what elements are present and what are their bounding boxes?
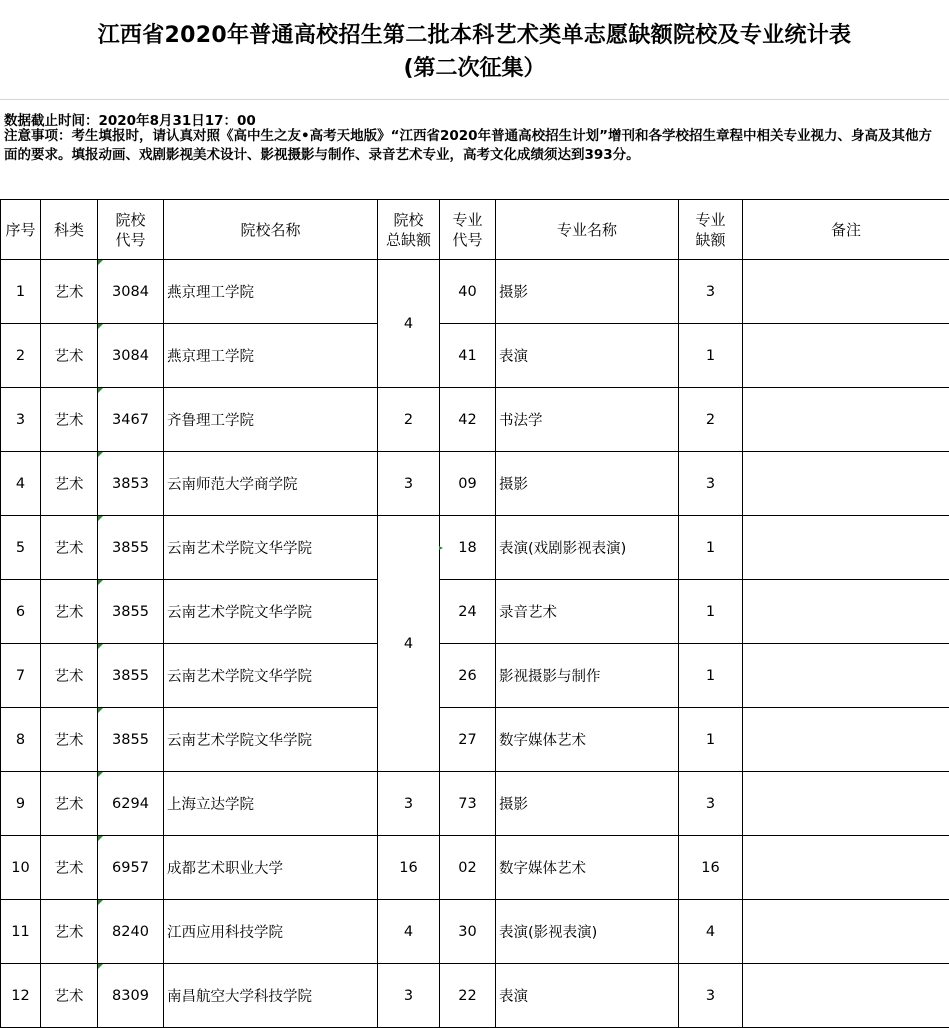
cell-seq: 8: [1, 708, 41, 772]
cell-category: 艺术: [41, 452, 98, 516]
cell-seq: 1: [1, 260, 41, 324]
cell-major-gap: 3: [679, 452, 743, 516]
cell-school-code: 3855: [98, 644, 164, 708]
header-major-code-line1: 专业: [452, 210, 483, 229]
header-school-code-line1: 院校: [115, 210, 146, 229]
cell-seq: 7: [1, 644, 41, 708]
table-row: [1, 964, 949, 1028]
cell-major-gap: 3: [679, 260, 743, 324]
cell-remarks: [743, 324, 949, 388]
cell-seq: 2: [1, 324, 41, 388]
table-row: [1, 900, 949, 964]
cell-major-code: 27: [440, 708, 496, 772]
cell-school-name: 云南艺术学院文华学院: [164, 580, 378, 644]
table-row: [1, 452, 949, 516]
cell-major-name: 书法学: [496, 388, 679, 452]
header-school-total: [378, 200, 440, 260]
cell-remarks: [743, 708, 949, 772]
data-deadline: 数据截止时间：2020年8月31日17：00: [4, 113, 256, 129]
cell-seq: 4: [1, 452, 41, 516]
page-subtitle: (第二次征集）: [403, 56, 546, 81]
cell-school-total: 4: [378, 260, 440, 388]
cell-school-name: 上海立达学院: [164, 772, 378, 836]
cell-seq: 9: [1, 772, 41, 836]
header-major-code: [440, 200, 496, 260]
cell-major-gap: 1: [679, 580, 743, 644]
cell-seq: 11: [1, 900, 41, 964]
cell-category: 艺术: [41, 772, 98, 836]
vacancy-table: [0, 199, 949, 1028]
cell-major-name: 影视摄影与制作: [496, 644, 679, 708]
cell-school-code: 3853: [98, 452, 164, 516]
cell-major-name: 摄影: [496, 772, 679, 836]
header-major-gap-line1: 专业: [695, 210, 726, 229]
cell-remarks: [743, 452, 949, 516]
cell-school-code: 3084: [98, 260, 164, 324]
cell-school-total: 2: [378, 388, 440, 452]
table-row: [1, 580, 949, 644]
cell-major-gap: 16: [679, 836, 743, 900]
cell-remarks: [743, 388, 949, 452]
cell-category: 艺术: [41, 900, 98, 964]
cell-school-total: 16: [378, 836, 440, 900]
cell-school-code: 3084: [98, 324, 164, 388]
header-major-name: 专业名称: [496, 200, 679, 260]
cell-school-name: 燕京理工学院: [164, 260, 378, 324]
cell-category: 艺术: [41, 516, 98, 580]
table-header-row: [1, 200, 949, 260]
cell-major-gap: 1: [679, 516, 743, 580]
cell-school-total: 4: [378, 516, 440, 772]
header-major-gap: [679, 200, 743, 260]
cell-major-name: 表演: [496, 324, 679, 388]
cell-school-code: 8309: [98, 964, 164, 1028]
cell-major-name: 表演(影视表演): [496, 900, 679, 964]
cell-major-code: 22: [440, 964, 496, 1028]
cell-seq: 3: [1, 388, 41, 452]
cell-major-code: 18: [440, 516, 496, 580]
header-school-name: 院校名称: [164, 200, 378, 260]
cell-school-name: 燕京理工学院: [164, 324, 378, 388]
cell-seq: 5: [1, 516, 41, 580]
notice-text: 注意事项：考生填报时，请认真对照《高中生之友•高考天地版》“江西省2020年普通高校招生计划”增刊和各学校招生章程中相关专业视力、身高及其他方面的要求。填报动画、戏剧影视美术设计、影视摄影与制作、录音艺术专业，高考文化成绩须达到393分。: [4, 128, 932, 163]
cell-major-name: 摄影: [496, 260, 679, 324]
cell-category: 艺术: [41, 708, 98, 772]
table-row: [1, 708, 949, 772]
header-school-total-line1: 院校: [393, 210, 424, 229]
cell-major-name: 表演(戏剧影视表演): [496, 516, 679, 580]
cell-category: 艺术: [41, 324, 98, 388]
cell-major-name: 录音艺术: [496, 580, 679, 644]
cell-major-code: 30: [440, 900, 496, 964]
cell-category: 艺术: [41, 836, 98, 900]
cell-remarks: [743, 644, 949, 708]
cell-major-name: 表演: [496, 964, 679, 1028]
cell-category: 艺术: [41, 964, 98, 1028]
cell-major-code: 26: [440, 644, 496, 708]
cell-major-name: 数字媒体艺术: [496, 836, 679, 900]
cell-major-code: 02: [440, 836, 496, 900]
table-row: [1, 644, 949, 708]
cell-category: 艺术: [41, 388, 98, 452]
cell-major-gap: 3: [679, 772, 743, 836]
header-major-code-line2: 代号: [452, 230, 483, 249]
cell-school-total: 3: [378, 772, 440, 836]
cell-school-name: 云南师范大学商学院: [164, 452, 378, 516]
cell-major-gap: 1: [679, 324, 743, 388]
cell-seq: 12: [1, 964, 41, 1028]
cell-school-code: 6294: [98, 772, 164, 836]
cell-major-gap: 4: [679, 900, 743, 964]
cell-school-name: 云南艺术学院文华学院: [164, 644, 378, 708]
table-row: [1, 516, 949, 580]
table-row: [1, 388, 949, 452]
cell-school-name: 云南艺术学院文华学院: [164, 708, 378, 772]
cell-remarks: [743, 964, 949, 1028]
cell-major-code: 42: [440, 388, 496, 452]
cell-seq: 10: [1, 836, 41, 900]
page-title: 江西省2020年普通高校招生第二批本科艺术类单志愿缺额院校及专业统计表: [97, 23, 852, 48]
cell-major-gap: 2: [679, 388, 743, 452]
header-school-total-line2: 总缺额: [385, 230, 431, 249]
cell-category: 艺术: [41, 580, 98, 644]
cell-school-code: 3467: [98, 388, 164, 452]
cell-remarks: [743, 772, 949, 836]
cell-major-gap: 3: [679, 964, 743, 1028]
cell-remarks: [743, 836, 949, 900]
cell-school-name: 齐鲁理工学院: [164, 388, 378, 452]
cell-major-gap: 1: [679, 708, 743, 772]
header-school-code-line2: 代号: [115, 230, 146, 249]
cell-major-code: 41: [440, 324, 496, 388]
cell-school-total: 4: [378, 900, 440, 964]
table-row: [1, 260, 949, 324]
cell-school-total: 3: [378, 452, 440, 516]
cell-school-name: 成都艺术职业大学: [164, 836, 378, 900]
cell-remarks: [743, 260, 949, 324]
cell-remarks: [743, 900, 949, 964]
header-school-code: [98, 200, 164, 260]
cell-major-name: 摄影: [496, 452, 679, 516]
cell-remarks: [743, 580, 949, 644]
cell-category: 艺术: [41, 644, 98, 708]
cell-major-code: 24: [440, 580, 496, 644]
cell-major-code: 73: [440, 772, 496, 836]
header-category: 科类: [41, 200, 98, 260]
cell-major-code: 09: [440, 452, 496, 516]
title-block: [0, 0, 949, 100]
header-major-gap-line2: 缺额: [695, 230, 726, 249]
cell-school-name: 南昌航空大学科技学院: [164, 964, 378, 1028]
header-remarks: 备注: [743, 200, 949, 260]
cell-school-total: 3: [378, 964, 440, 1028]
table-row: [1, 772, 949, 836]
cell-school-code: 6957: [98, 836, 164, 900]
cell-remarks: [743, 516, 949, 580]
cell-school-name: 江西应用科技学院: [164, 900, 378, 964]
cell-school-name: 云南艺术学院文华学院: [164, 516, 378, 580]
cell-major-name: 数字媒体艺术: [496, 708, 679, 772]
header-seq: 序号: [1, 200, 41, 260]
cell-school-code: 3855: [98, 708, 164, 772]
cell-school-code: 3855: [98, 516, 164, 580]
cell-school-code: 8240: [98, 900, 164, 964]
cell-school-code: 3855: [98, 580, 164, 644]
cell-major-gap: 1: [679, 644, 743, 708]
cell-seq: 6: [1, 580, 41, 644]
table-row: [1, 324, 949, 388]
table-row: [1, 836, 949, 900]
cell-major-code: 40: [440, 260, 496, 324]
cell-category: 艺术: [41, 260, 98, 324]
